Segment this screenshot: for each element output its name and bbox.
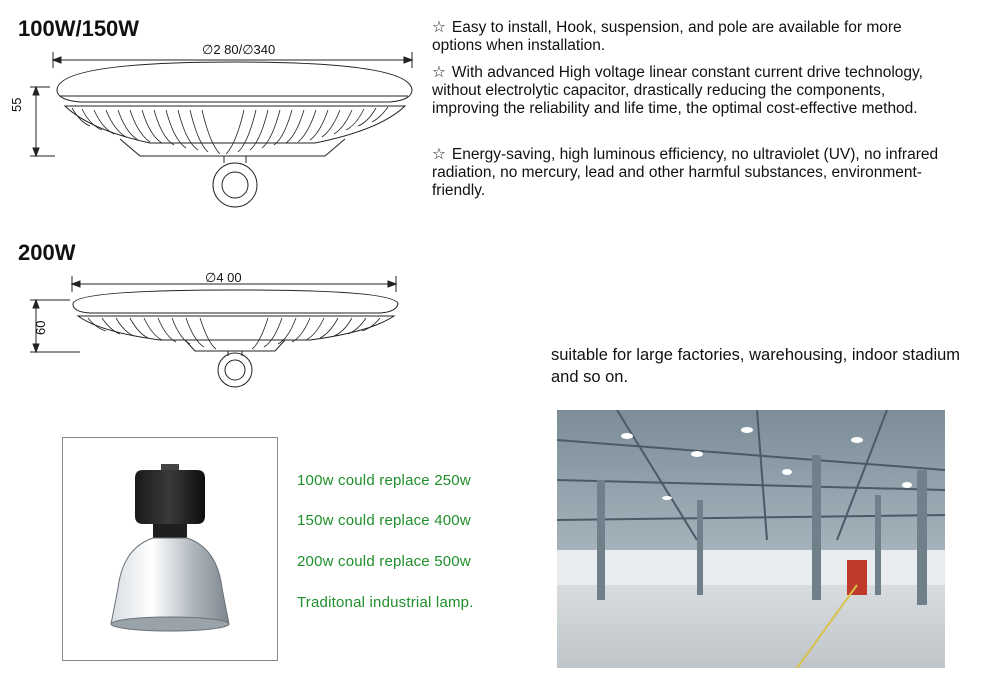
warehouse-interior-illustration — [557, 410, 945, 668]
star-outline-icon: ☆ — [432, 146, 446, 163]
title-200w: 200W — [18, 240, 76, 265]
industrial-lamp-illustration — [63, 438, 277, 660]
height-label-2: 60 — [33, 320, 48, 335]
replacement-150w: 150w could replace 400w — [297, 512, 471, 529]
star-outline-icon: ☆ — [432, 64, 446, 81]
lamp-side-view-drawing — [10, 38, 420, 218]
star-outline-icon: ☆ — [432, 19, 446, 36]
height-label-1: 55 — [9, 97, 24, 112]
suitable-for-text: suitable for large factories, warehousing, indoor stadium and so on. — [551, 346, 961, 386]
diameter-label-1: ∅2 80/∅340 — [202, 42, 276, 57]
drawing-100w-150w — [10, 38, 420, 218]
replacement-200w: 200w could replace 500w — [297, 553, 471, 570]
feature-item — [432, 64, 952, 118]
title-100w-150w: 100W/150W — [18, 16, 140, 41]
traditional-lamp-photo — [62, 437, 278, 661]
diameter-label-2: ∅4 00 — [205, 270, 242, 285]
warehouse-photo — [557, 410, 945, 668]
lamp-side-view-drawing-200w — [10, 270, 410, 395]
feature-item — [432, 146, 952, 200]
feature-text: Energy-saving, high luminous efficiency, no ultraviolet (UV), no infrared radiation, no mercury, lead and other harmful substances, environment-friendly. — [432, 146, 939, 199]
drawing-200w — [10, 270, 410, 395]
feature-text: Easy to install, Hook, suspension, and pole are available for more options when installation. — [432, 19, 902, 54]
replacement-100w: 100w could replace 250w — [297, 472, 471, 489]
replacement-traditional: Traditonal industrial lamp. — [297, 594, 474, 611]
feature-text: With advanced High voltage linear constant current drive technology, without electrolytic capacitor, drastically reducing the components, improving the reliability and life time, the optimal cost-effective method. — [432, 64, 923, 117]
feature-item — [432, 19, 952, 55]
